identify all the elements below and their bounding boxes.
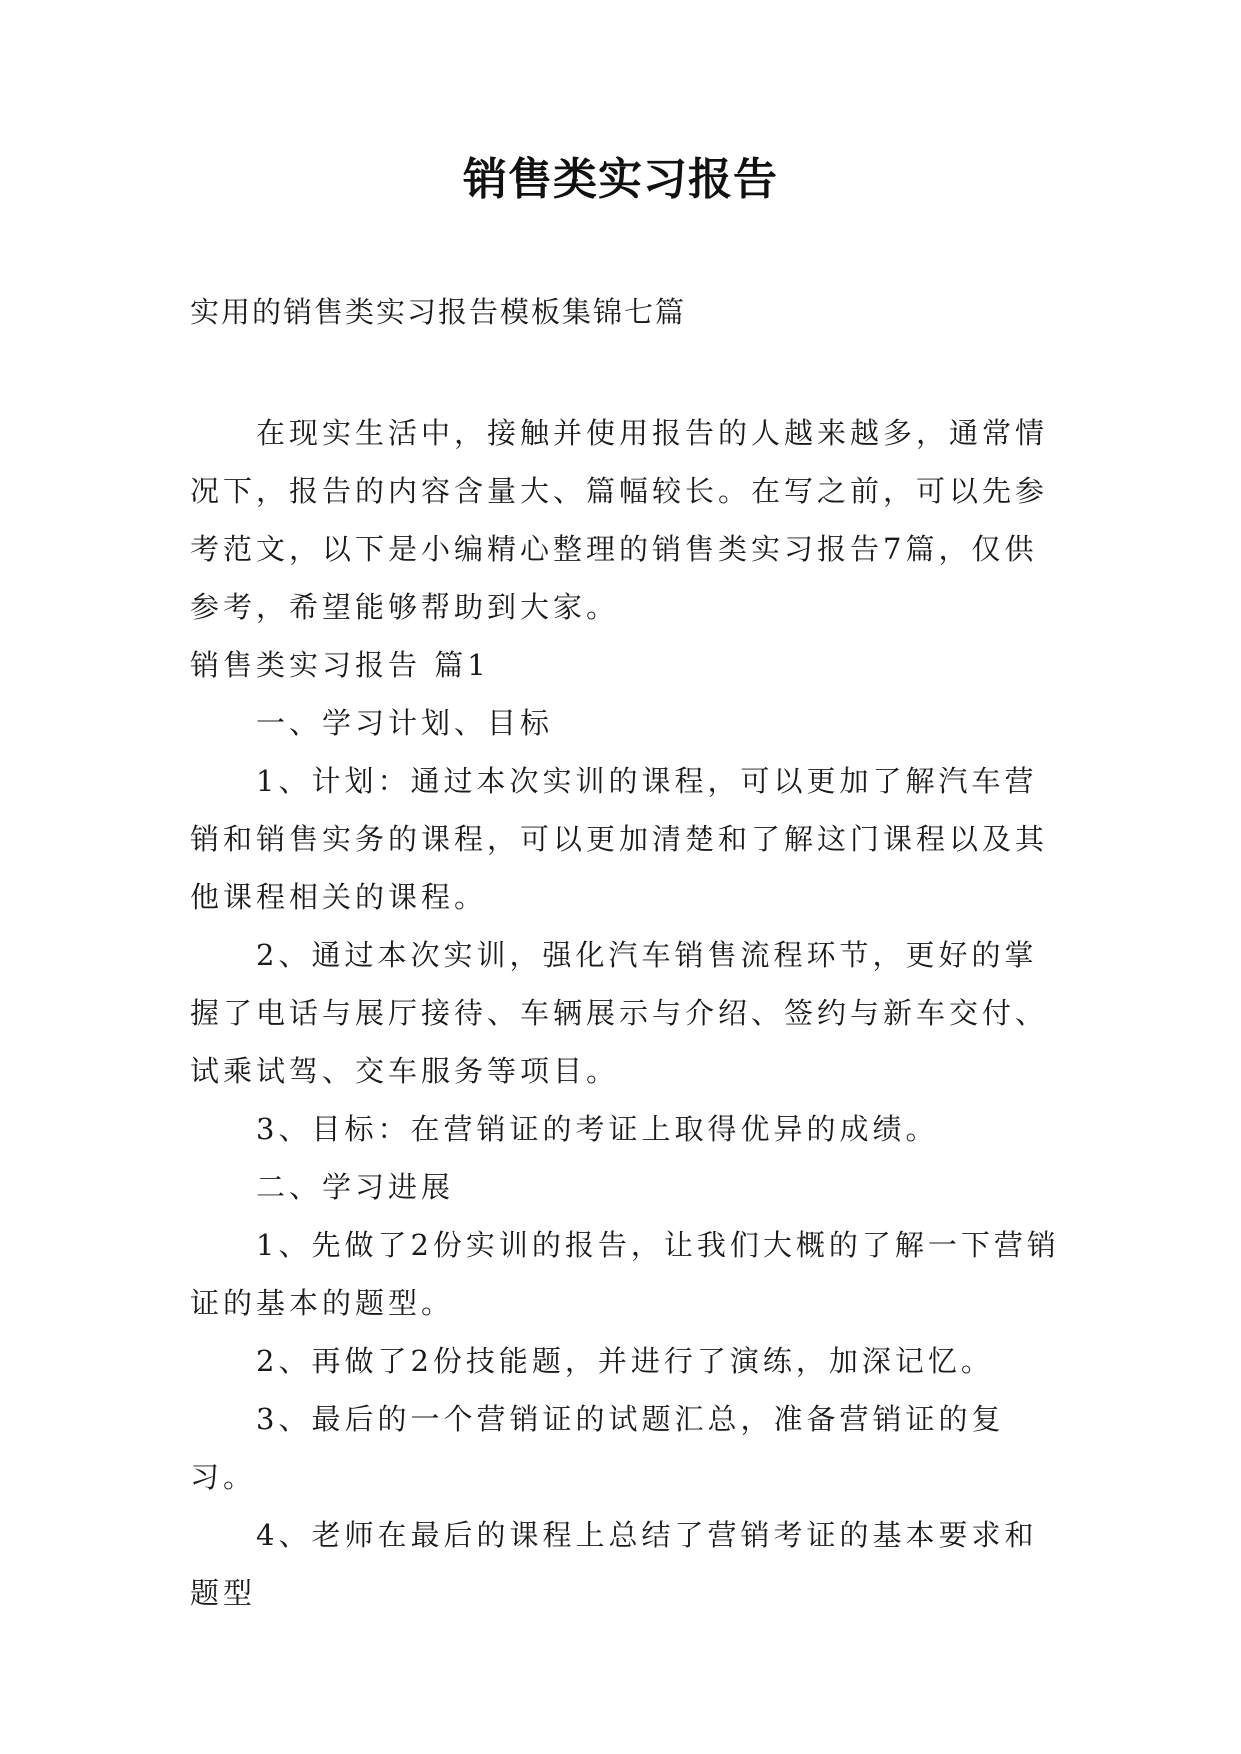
document-subtitle: 实用的销售类实习报告模板集锦七篇	[190, 295, 687, 329]
document-body	[190, 404, 1070, 1622]
paragraph-goal: 3、目标：在营销证的考证上取得优异的成绩。	[256, 1112, 939, 1146]
paragraph-progress-3: 3、最后的一个营销证的试题汇总，准备营销证的复习。	[190, 1402, 1005, 1494]
subheading-study-plan: 一、学习计划、目标	[256, 706, 554, 740]
paragraph-plan: 1、计划：通过本次实训的课程，可以更加了解汽车营销和销售实务的课程，可以更加清楚和了解这门课程以及其他课程相关的课程。	[190, 764, 1049, 914]
paragraph-progress-4: 4、老师在最后的课程上总结了营销考证的基本要求和题型	[190, 1518, 1038, 1610]
paragraph-progress-2: 2、再做了2份技能题，并进行了演练，加深记忆。	[256, 1344, 994, 1378]
intro-paragraph: 在现实生活中，接触并使用报告的人越来越多，通常情况下，报告的内容含量大、篇幅较长。在写之前，可以先参考范文，以下是小编精心整理的销售类实习报告7篇，仅供参考，希望能够帮助到大家。	[190, 416, 1049, 624]
paragraph-training: 2、通过本次实训，强化汽车销售流程环节，更好的掌握了电话与展厅接待、车辆展示与介绍、签约与新车交付、试乘试驾、交车服务等项目。	[190, 938, 1049, 1088]
subheading-progress: 二、学习进展	[256, 1170, 455, 1204]
document-title: 销售类实习报告	[463, 154, 778, 205]
paragraph-progress-1: 1、先做了2份实训的报告，让我们大概的了解一下营销证的基本的题型。	[190, 1228, 1060, 1320]
section-heading-part-1: 销售类实习报告 篇1	[190, 648, 490, 682]
